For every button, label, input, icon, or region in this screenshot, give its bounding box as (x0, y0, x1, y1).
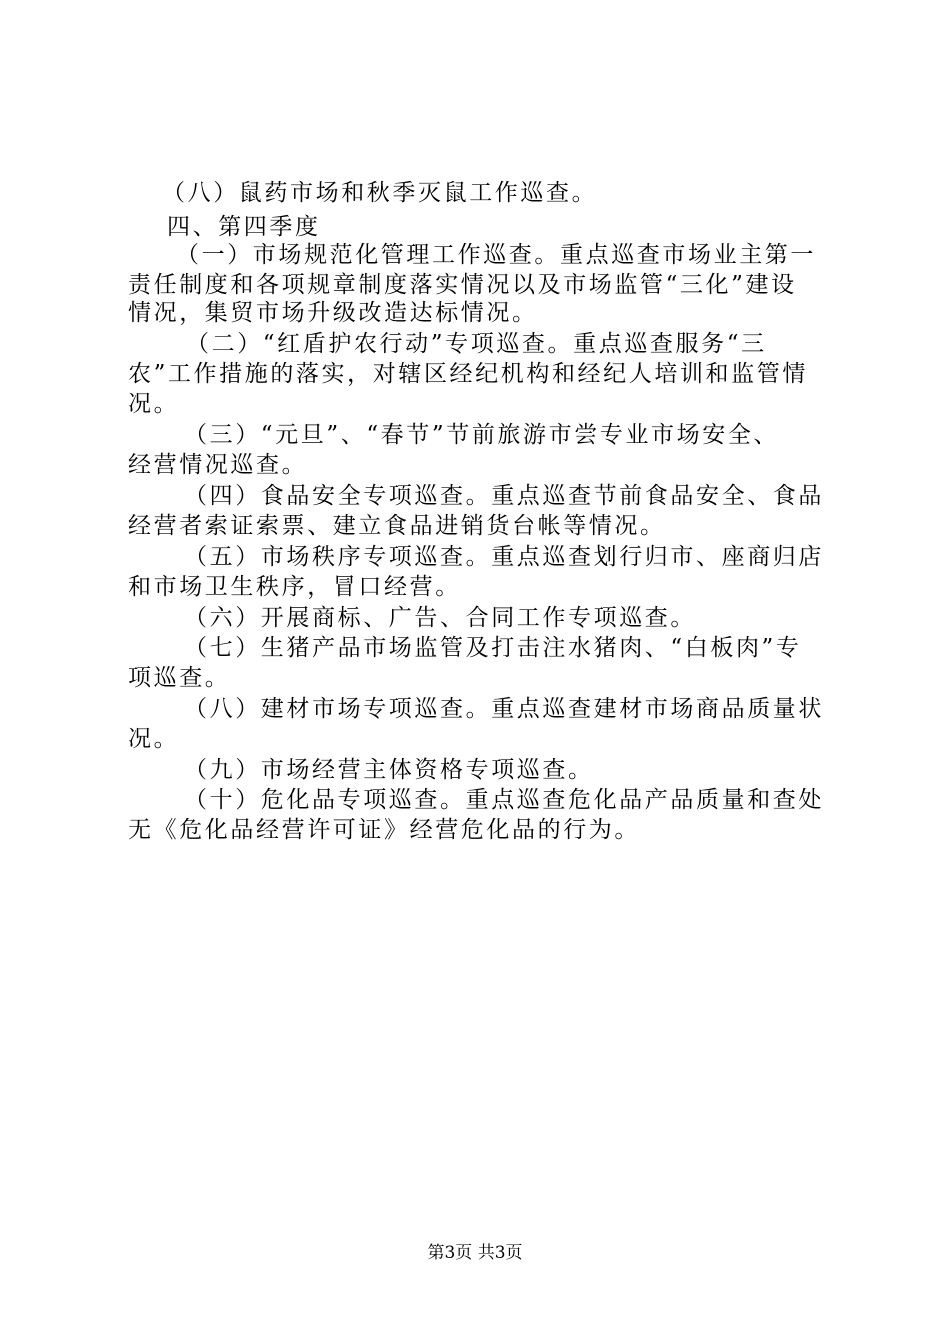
paragraph-line: 情况，集贸市场升级改造达标情况。 (128, 300, 538, 326)
paragraph-line: （四）食品安全专项巡查。重点巡查节前食品安全、食品 (184, 483, 824, 509)
paragraph-line: 经营情况巡查。 (128, 452, 308, 478)
section-heading: 四、第四季度 (167, 214, 321, 240)
paragraph-line: 项巡查。 (128, 665, 231, 691)
paragraph-line: （七）生猪产品市场监管及打击注水猪肉、“白板肉”专 (184, 635, 802, 661)
paragraph-line: （十）危化品专项巡查。重点巡查危化品产品质量和查处 (184, 787, 824, 813)
paragraph-line: （一）市场规范化管理工作巡查。重点巡查市场业主第一 (176, 242, 816, 268)
paragraph-line: 经营者索证索票、建立食品进销货台帐等情况。 (128, 513, 666, 539)
paragraph-line: （九）市场经营主体资格专项巡查。 (184, 757, 594, 783)
paragraph-line: （三）“元旦”、“春节”节前旅游市尝专业市场安全、 (184, 422, 780, 448)
paragraph-line: （五）市场秩序专项巡查。重点巡查划行归市、座商归店 (184, 544, 824, 570)
paragraph-line: 农”工作措施的落实，对辖区经纪机构和经纪人培训和监管情 (128, 361, 808, 387)
paragraph-line: （八）建材市场专项巡查。重点巡查建材市场商品质量状 (184, 696, 824, 722)
page-footer: 第3页 共3页 (427, 1243, 523, 1263)
paragraph-line: 和市场卫生秩序，冒口经营。 (128, 574, 461, 600)
paragraph-line: （八）鼠药市场和秋季灭鼠工作巡查。 (162, 180, 598, 206)
paragraph-line: 况。 (128, 726, 180, 752)
paragraph-line: 况。 (128, 391, 180, 417)
paragraph-line: （六）开展商标、广告、合同工作专项巡查。 (184, 605, 696, 631)
paragraph-line: 责任制度和各项规章制度落实情况以及市场监管“三化”建设 (128, 272, 797, 298)
paragraph-line: （二）“红盾护农行动”专项巡查。重点巡查服务“三 (186, 331, 767, 357)
paragraph-line: 无《危化品经营许可证》经营危化品的行为。 (128, 817, 640, 843)
